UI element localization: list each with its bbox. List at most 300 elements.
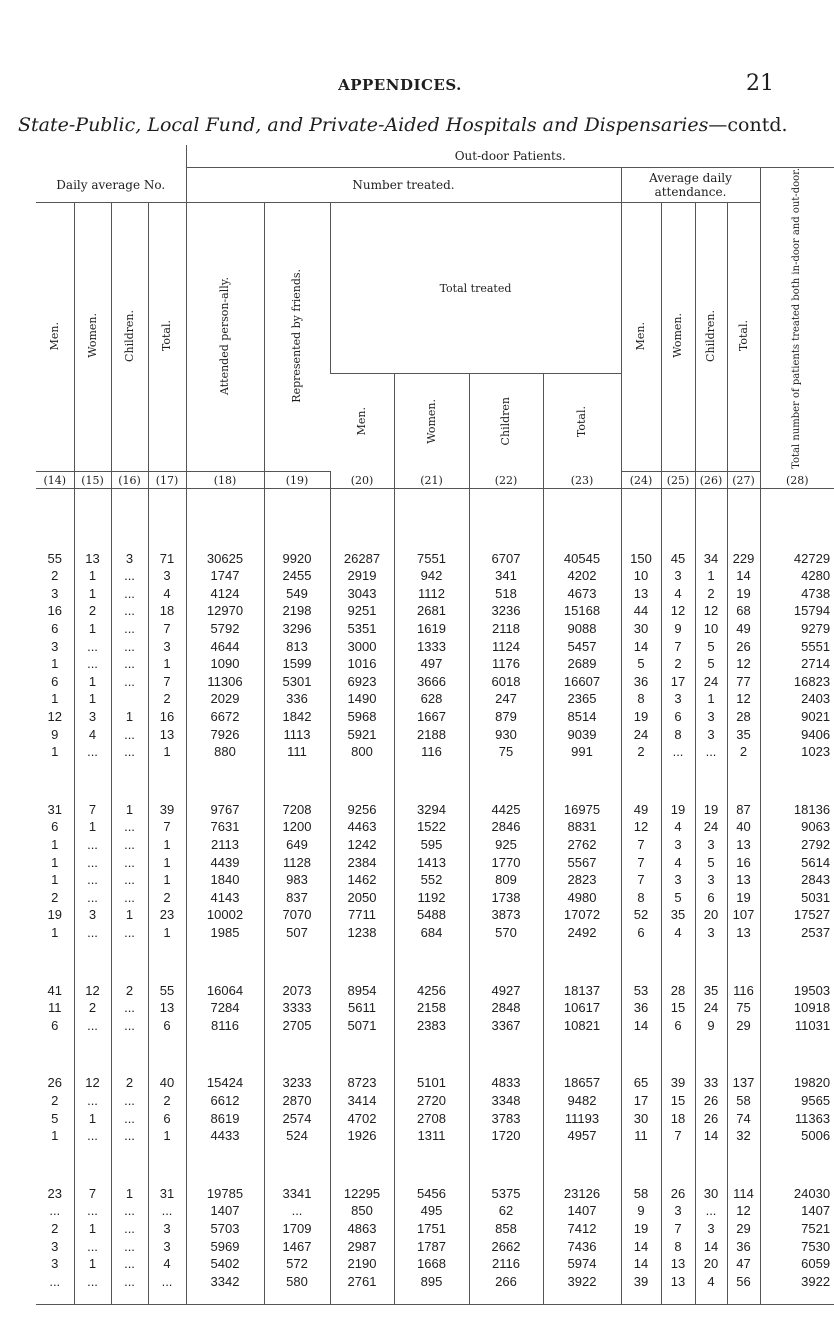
table-cell: ... xyxy=(111,1127,148,1145)
table-cell: 14 xyxy=(621,1255,661,1273)
spacer-cell xyxy=(469,1164,543,1184)
spacer-row xyxy=(36,519,834,549)
table-cell: 75 xyxy=(727,999,760,1017)
table-cell: 9565 xyxy=(760,1092,834,1110)
table-cell: 5488 xyxy=(394,906,469,924)
table-cell: 6 xyxy=(148,1109,186,1127)
table-cell: 1619 xyxy=(394,620,469,638)
spacer-cell xyxy=(74,761,111,781)
spacer-row xyxy=(36,1054,834,1074)
table-cell: ... xyxy=(111,1272,148,1290)
table-cell: 1238 xyxy=(330,924,394,942)
spacer-cell xyxy=(543,1054,621,1074)
table-cell: 4863 xyxy=(330,1220,394,1238)
table-cell: 62 xyxy=(469,1202,543,1220)
col-head-23: Total. xyxy=(543,374,621,472)
table-cell: 6 xyxy=(51,1017,59,1033)
spacer-cell xyxy=(111,519,148,549)
table-cell: 1407 xyxy=(186,1202,264,1220)
table-cell: 7 xyxy=(148,818,186,836)
table-cell: 4673 xyxy=(543,585,621,603)
table-cell: 3 xyxy=(695,871,727,889)
spacer-cell xyxy=(727,941,760,961)
table-cell: 4 xyxy=(661,818,695,836)
table-cell: 14 xyxy=(621,1016,661,1034)
table-cell: 1 xyxy=(74,673,111,691)
table-cell: 47 xyxy=(727,1255,760,1273)
spacer-cell xyxy=(264,489,330,520)
table-cell: 35 xyxy=(661,906,695,924)
table-row xyxy=(36,585,834,603)
table-cell: 12 xyxy=(695,602,727,620)
table-cell: 5551 xyxy=(760,637,834,655)
table-cell: 3 xyxy=(51,1238,59,1254)
table-row xyxy=(36,1184,834,1202)
spacer-cell xyxy=(264,781,330,801)
table-cell: ... xyxy=(148,1272,186,1290)
spacer-cell xyxy=(543,941,621,961)
table-cell: 4738 xyxy=(760,585,834,603)
table-cell: 65 xyxy=(621,1074,661,1092)
table-cell: 36 xyxy=(621,673,661,691)
table-cell: 2705 xyxy=(264,1016,330,1034)
spacer-cell xyxy=(111,1034,148,1054)
table-cell: 17 xyxy=(621,1092,661,1110)
spacer-cell xyxy=(469,961,543,981)
table-cell: 2823 xyxy=(543,871,621,889)
spacer-cell xyxy=(186,1034,264,1054)
table-cell: 2662 xyxy=(469,1237,543,1255)
spacer-cell xyxy=(469,1034,543,1054)
spacer-cell xyxy=(111,941,148,961)
table-cell: 895 xyxy=(394,1272,469,1290)
spacer-cell xyxy=(186,761,264,781)
spacer-cell xyxy=(186,961,264,981)
table-cell: 1462 xyxy=(330,871,394,889)
table-cell: 9482 xyxy=(543,1092,621,1110)
table-cell: 12 xyxy=(74,981,111,999)
table-cell: ... xyxy=(74,1016,111,1034)
table-cell: 23126 xyxy=(543,1184,621,1202)
table-cell: 7521 xyxy=(760,1220,834,1238)
table-cell: 4433 xyxy=(186,1127,264,1145)
spacer-row xyxy=(36,1164,834,1184)
table-cell: 4124 xyxy=(186,585,264,603)
spacer-cell xyxy=(760,1034,834,1054)
spacer-cell xyxy=(727,1034,760,1054)
table-cell: 5301 xyxy=(264,673,330,691)
table-cell: 3342 xyxy=(186,1272,264,1290)
table-cell: ... xyxy=(148,1202,186,1220)
table-cell: 2 xyxy=(661,655,695,673)
spacer-cell xyxy=(330,1164,394,1184)
table-cell: 19503 xyxy=(760,981,834,999)
table-cell: 5031 xyxy=(760,889,834,907)
spacer-cell xyxy=(148,781,186,801)
spacer-cell xyxy=(264,941,330,961)
col-number: (27) xyxy=(727,472,760,489)
spacer-cell xyxy=(148,941,186,961)
table-cell: 1407 xyxy=(543,1202,621,1220)
col-head-27: Total. xyxy=(727,203,760,472)
spacer-cell xyxy=(760,519,834,549)
table-cell: 2919 xyxy=(330,567,394,585)
table-cell: 74 xyxy=(727,1109,760,1127)
spacer-cell xyxy=(330,941,394,961)
table-cell: 137 xyxy=(727,1074,760,1092)
table-cell: ... xyxy=(74,836,111,854)
spacer-cell xyxy=(760,1144,834,1164)
table-cell: ... xyxy=(111,673,148,691)
table-cell: 1333 xyxy=(394,637,469,655)
table-cell: 1 xyxy=(111,1184,148,1202)
table-cell: 1 xyxy=(148,871,186,889)
table-cell: 16975 xyxy=(543,801,621,819)
table-cell: 45 xyxy=(661,549,695,567)
spacer-cell xyxy=(394,1164,469,1184)
col-head-28 xyxy=(760,168,834,472)
table-cell: 5614 xyxy=(760,853,834,871)
col-number: (15) xyxy=(74,472,111,489)
table-cell: 3 xyxy=(74,906,111,924)
spacer-row xyxy=(36,761,834,781)
table-cell: 18136 xyxy=(760,801,834,819)
col-head-15: Women. xyxy=(74,203,111,472)
table-cell: 10821 xyxy=(543,1016,621,1034)
table-cell: 2 xyxy=(51,568,59,584)
table-cell: 4 xyxy=(661,585,695,603)
table-cell: 20 xyxy=(695,906,727,924)
table-cell: 1 xyxy=(695,690,727,708)
table-cell: 13 xyxy=(148,999,186,1017)
col-number: (18) xyxy=(186,472,264,489)
spacer-cell xyxy=(727,489,760,520)
super-header: Out-door Patients. xyxy=(186,145,834,168)
col-number: (25) xyxy=(661,472,695,489)
table-cell: 7 xyxy=(621,853,661,871)
table-cell: 9 xyxy=(661,620,695,638)
table-cell: 1113 xyxy=(264,725,330,743)
spacer-cell xyxy=(186,489,264,520)
table-cell: 23 xyxy=(148,906,186,924)
spacer-cell xyxy=(330,1034,394,1054)
table-row xyxy=(36,1237,834,1255)
table-cell: 14 xyxy=(695,1237,727,1255)
table-cell: 6018 xyxy=(469,673,543,691)
table-cell: 6612 xyxy=(186,1092,264,1110)
table-cell: 3783 xyxy=(469,1109,543,1127)
spacer-cell xyxy=(543,781,621,801)
table-cell: 4 xyxy=(661,853,695,871)
table-cell: 2365 xyxy=(543,690,621,708)
table-cell: ... xyxy=(111,1220,148,1238)
spacer-cell xyxy=(621,761,661,781)
table-cell: 49 xyxy=(727,620,760,638)
table-row xyxy=(36,673,834,691)
table-cell: 2 xyxy=(621,743,661,761)
table-cell: 229 xyxy=(727,549,760,567)
spacer-cell xyxy=(543,489,621,520)
table-cell: 116 xyxy=(727,981,760,999)
table-cell: 6 xyxy=(51,673,59,689)
table-cell: 341 xyxy=(469,567,543,585)
table-cell: 14 xyxy=(621,637,661,655)
table-cell: 8116 xyxy=(186,1016,264,1034)
spacer-cell xyxy=(543,519,621,549)
table-cell: 4280 xyxy=(760,567,834,585)
table-cell: 8 xyxy=(661,1237,695,1255)
table-cell: 3236 xyxy=(469,602,543,620)
spacer-cell xyxy=(111,1290,148,1305)
table-cell: 7 xyxy=(661,637,695,655)
table-cell: 10918 xyxy=(760,999,834,1017)
spacer-cell xyxy=(330,1290,394,1305)
table-cell: ... xyxy=(111,924,148,942)
table-row xyxy=(36,871,834,889)
table-row xyxy=(36,690,834,708)
table-cell: 12 xyxy=(74,1074,111,1092)
spacer-cell xyxy=(469,1290,543,1305)
table-cell: 2 xyxy=(74,999,111,1017)
table-cell: 7 xyxy=(148,673,186,691)
table-cell: 850 xyxy=(330,1202,394,1220)
table-cell: 5 xyxy=(695,655,727,673)
table-cell: 10617 xyxy=(543,999,621,1017)
spacer-cell xyxy=(186,1290,264,1305)
table-cell: 15 xyxy=(661,999,695,1017)
table-cell: 11031 xyxy=(760,1016,834,1034)
spacer-cell xyxy=(74,519,111,549)
spacer-cell xyxy=(36,519,74,549)
table-cell: ... xyxy=(264,1202,330,1220)
table-cell: ... xyxy=(111,602,148,620)
table-cell: 7711 xyxy=(330,906,394,924)
table-cell: 6707 xyxy=(469,549,543,567)
table-cell: 44 xyxy=(621,602,661,620)
table-cell: 7436 xyxy=(543,1237,621,1255)
table-cell: 991 xyxy=(543,743,621,761)
table-cell: 12 xyxy=(727,690,760,708)
spacer-cell xyxy=(469,1144,543,1164)
spacer-cell xyxy=(264,1144,330,1164)
spacer-cell xyxy=(621,489,661,520)
table-cell: 1 xyxy=(148,924,186,942)
table-cell: 9039 xyxy=(543,725,621,743)
spacer-row xyxy=(36,1144,834,1164)
table-cell: 1 xyxy=(51,837,59,853)
table-cell: ... xyxy=(111,999,148,1017)
spacer-cell xyxy=(727,781,760,801)
table-cell: ... xyxy=(111,743,148,761)
table-cell: 5 xyxy=(661,889,695,907)
table-cell: 1 xyxy=(111,708,148,726)
table-row xyxy=(36,602,834,620)
table-cell: 13 xyxy=(621,585,661,603)
table-cell: 2870 xyxy=(264,1092,330,1110)
spacer-cell xyxy=(394,1034,469,1054)
spacer-cell xyxy=(543,1164,621,1184)
table-cell: 1 xyxy=(51,924,59,940)
table-cell: 1668 xyxy=(394,1255,469,1273)
table-cell: 24 xyxy=(695,673,727,691)
table-cell: 1747 xyxy=(186,567,264,585)
table-cell: 2188 xyxy=(394,725,469,743)
table-cell: 2073 xyxy=(264,981,330,999)
table-cell: 111 xyxy=(264,743,330,761)
table-cell: 8723 xyxy=(330,1074,394,1092)
spacer-cell xyxy=(661,1144,695,1164)
spacer-cell xyxy=(621,519,661,549)
spacer-cell xyxy=(186,519,264,549)
spacer-cell xyxy=(148,519,186,549)
table-cell: 9767 xyxy=(186,801,264,819)
table-cell: ... xyxy=(111,567,148,585)
spacer-cell xyxy=(727,519,760,549)
table-cell: 24030 xyxy=(760,1184,834,1202)
table-row xyxy=(36,1016,834,1034)
table-cell: 20 xyxy=(695,1255,727,1273)
table-cell: 4702 xyxy=(330,1109,394,1127)
table-cell: 2384 xyxy=(330,853,394,871)
table-cell: 29 xyxy=(727,1016,760,1034)
table-cell: ... xyxy=(111,1016,148,1034)
table-cell: 524 xyxy=(264,1127,330,1145)
table-cell: 1 xyxy=(148,836,186,854)
table-cell: 1016 xyxy=(330,655,394,673)
table-cell: 16064 xyxy=(186,981,264,999)
table-cell: 28 xyxy=(727,708,760,726)
table-cell: 1720 xyxy=(469,1127,543,1145)
table-cell: 3 xyxy=(51,1256,59,1272)
table-cell: 11 xyxy=(621,1127,661,1145)
table-cell: 77 xyxy=(727,673,760,691)
table-cell: 2720 xyxy=(394,1092,469,1110)
table-cell: 26 xyxy=(695,1109,727,1127)
spacer-row xyxy=(36,1034,834,1054)
table-cell: 12295 xyxy=(330,1184,394,1202)
table-cell: 1840 xyxy=(186,871,264,889)
table-cell: 30 xyxy=(621,620,661,638)
table-row xyxy=(36,637,834,655)
spacer-cell xyxy=(621,1144,661,1164)
spacer-cell xyxy=(330,761,394,781)
table-cell: 41 xyxy=(47,982,62,998)
table-cell: 15 xyxy=(661,1092,695,1110)
table-cell: 2 xyxy=(111,981,148,999)
spacer-cell xyxy=(394,761,469,781)
col-number: (19) xyxy=(264,472,330,489)
col-number: (16) xyxy=(111,472,148,489)
table-row xyxy=(36,1220,834,1238)
table-cell: 570 xyxy=(469,924,543,942)
table-cell: 68 xyxy=(727,602,760,620)
table-cell: 5567 xyxy=(543,853,621,871)
table-cell: 2843 xyxy=(760,871,834,889)
spacer-cell xyxy=(760,1290,834,1305)
table-row xyxy=(36,743,834,761)
table-row xyxy=(36,836,834,854)
spacer-cell xyxy=(36,781,74,801)
spacer-cell xyxy=(186,1144,264,1164)
table-cell: 3 xyxy=(661,836,695,854)
table-cell: 26 xyxy=(695,1092,727,1110)
table-cell: 2987 xyxy=(330,1237,394,1255)
table-row xyxy=(36,1127,834,1145)
spacer-row xyxy=(36,489,834,520)
spacer-cell xyxy=(727,1290,760,1305)
table-cell: 1176 xyxy=(469,655,543,673)
spacer-cell xyxy=(74,1054,111,1074)
table-cell: 5611 xyxy=(330,999,394,1017)
spacer-cell xyxy=(695,519,727,549)
table-cell: 1490 xyxy=(330,690,394,708)
spacer-cell xyxy=(74,961,111,981)
table-cell: 1 xyxy=(74,1109,111,1127)
table-row xyxy=(36,655,834,673)
table-cell: 150 xyxy=(621,549,661,567)
table-cell: 1 xyxy=(74,620,111,638)
spacer-cell xyxy=(760,941,834,961)
table-cell: ... xyxy=(111,853,148,871)
table-cell: 58 xyxy=(621,1184,661,1202)
spacer-cell xyxy=(111,961,148,981)
table-cell: 52 xyxy=(621,906,661,924)
spacer-row xyxy=(36,941,834,961)
spacer-cell xyxy=(264,761,330,781)
spacer-cell xyxy=(330,489,394,520)
table-cell: 628 xyxy=(394,690,469,708)
spacer-cell xyxy=(36,1164,74,1184)
table-cell: ... xyxy=(111,655,148,673)
col-head-17: Total. xyxy=(148,203,186,472)
table-cell: 9920 xyxy=(264,549,330,567)
table-cell: 1124 xyxy=(469,637,543,655)
spacer-cell xyxy=(760,781,834,801)
spacer-row xyxy=(36,1290,834,1305)
spacer-cell xyxy=(111,1054,148,1074)
table-cell: 12970 xyxy=(186,602,264,620)
table-cell: 5457 xyxy=(543,637,621,655)
table-cell: ... xyxy=(74,853,111,871)
table-cell: 8619 xyxy=(186,1109,264,1127)
table-cell: 19785 xyxy=(186,1184,264,1202)
table-cell: 2708 xyxy=(394,1109,469,1127)
page-number: 21 xyxy=(746,71,774,96)
table-cell: 572 xyxy=(264,1255,330,1273)
table-cell: 4927 xyxy=(469,981,543,999)
table-row xyxy=(36,620,834,638)
spacer-cell xyxy=(727,761,760,781)
table-cell: 4 xyxy=(661,924,695,942)
spacer-cell xyxy=(148,1164,186,1184)
spacer-cell xyxy=(760,761,834,781)
table-cell: 7070 xyxy=(264,906,330,924)
spacer-cell xyxy=(661,1034,695,1054)
table-cell: 1407 xyxy=(760,1202,834,1220)
table-cell: 3296 xyxy=(264,620,330,638)
spacer-cell xyxy=(621,961,661,981)
table-cell: 2681 xyxy=(394,602,469,620)
table-cell: 507 xyxy=(264,924,330,942)
table-row xyxy=(36,1109,834,1127)
table-cell: 7 xyxy=(661,1220,695,1238)
table-cell: 1 xyxy=(51,656,59,672)
table-cell: 13 xyxy=(727,871,760,889)
spacer-cell xyxy=(695,1034,727,1054)
table-cell: 1738 xyxy=(469,889,543,907)
spacer-cell xyxy=(394,519,469,549)
table-cell: 580 xyxy=(264,1272,330,1290)
